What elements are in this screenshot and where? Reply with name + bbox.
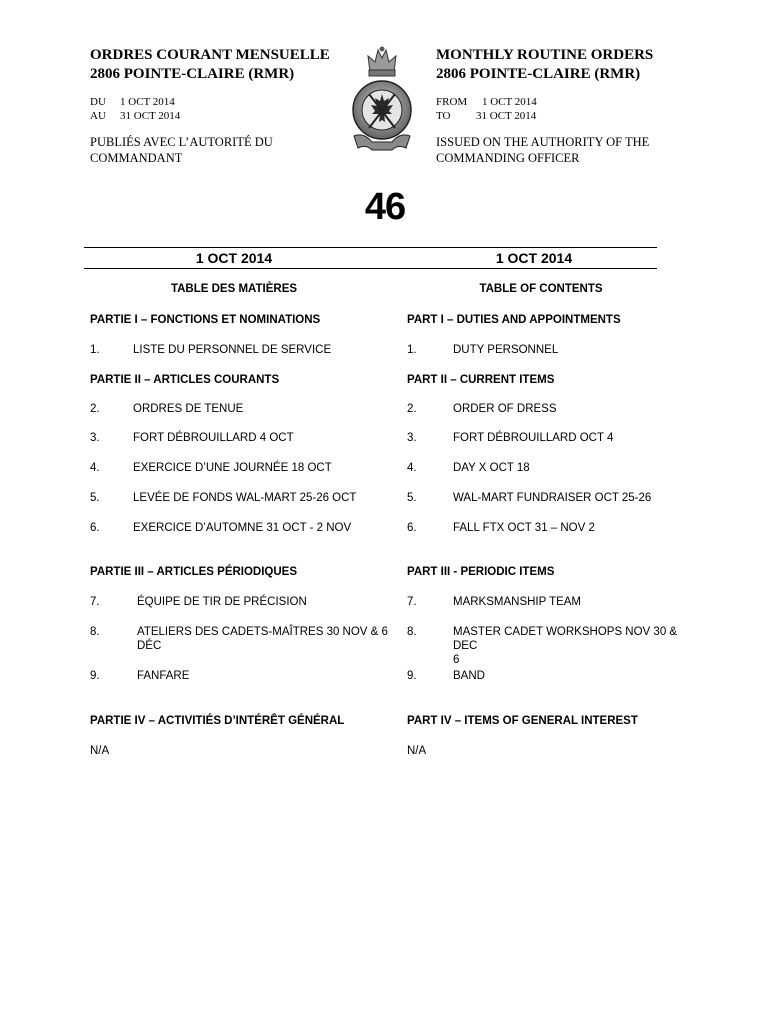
entry-number: 1. — [90, 344, 100, 356]
entry-number: 6. — [407, 522, 417, 534]
entry-text: EXERCICE D’UNE JOURNÉE 18 OCT — [133, 462, 332, 474]
entry-number: 4. — [407, 462, 417, 474]
title-line-2: 2806 POINTE-CLAIRE (RMR) — [436, 66, 641, 82]
section-title: PARTIE II – ARTICLES COURANTS — [90, 374, 280, 386]
section-title: PARTIE I – FONCTIONS ET NOMINATIONS — [90, 314, 321, 326]
entry-number: 8. — [90, 626, 100, 638]
top-divider — [84, 247, 657, 248]
bottom-divider — [84, 268, 657, 269]
authority-line-2: COMMANDING OFFICER — [436, 151, 580, 165]
entry-text: DAY X OCT 18 — [453, 462, 530, 474]
entry-text: MASTER CADET WORKSHOPS NOV 30 & — [453, 626, 678, 638]
entry-text: ORDRES DE TENUE — [133, 403, 244, 415]
entry-text: EXERCICE D’AUTOMNE 31 OCT - 2 NOV — [133, 522, 352, 534]
entry-text: FORT DÉBROUILLARD OCT 4 — [453, 432, 614, 444]
entry-number: 2. — [407, 403, 417, 415]
order-number: 46 — [364, 186, 406, 228]
title-line-1: ORDRES COURANT MENSUELLE — [90, 47, 330, 63]
entry-text: MARKSMANSHIP TEAM — [453, 596, 582, 608]
entry-number: 5. — [407, 492, 417, 504]
from-date: 1 OCT 2014 — [120, 96, 175, 108]
section-title: PART II – CURRENT ITEMS — [407, 374, 555, 386]
from-label: DU — [90, 96, 106, 108]
date-en: 1 OCT 2014 — [495, 250, 573, 266]
entry-number: 4. — [90, 462, 100, 474]
cadet-crest-icon — [344, 44, 420, 160]
from-date: 1 OCT 2014 — [482, 96, 537, 108]
section-title: PART III - PERIODIC ITEMS — [407, 566, 555, 578]
entry-number: 8. — [407, 626, 417, 638]
section-title: PART I – DUTIES AND APPOINTMENTS — [407, 314, 621, 326]
authority-fr — [90, 134, 273, 166]
period-fr — [90, 95, 180, 123]
entry-number: 7. — [90, 596, 100, 608]
period-en — [436, 95, 537, 123]
entry-number: 5. — [90, 492, 100, 504]
to-label: TO — [436, 110, 451, 122]
authority-en — [436, 134, 649, 166]
entry-text: N/A — [90, 745, 110, 757]
toc-title-en: TABLE OF CONTENTS — [479, 283, 603, 295]
from-label: FROM — [436, 96, 468, 108]
entry-number: 2. — [90, 403, 100, 415]
entry-text: BAND — [453, 670, 485, 682]
entry-text: LEVÉE DE FONDS WAL-MART 25-26 OCT — [133, 492, 357, 504]
entry-number: 9. — [407, 670, 417, 682]
entry-text-continued: DÉC — [137, 640, 162, 652]
date-fr: 1 OCT 2014 — [195, 250, 273, 266]
entry-text: FORT DÉBROUILLARD 4 OCT — [133, 432, 294, 444]
entry-text: FANFARE — [137, 670, 190, 682]
entry-text: LISTE DU PERSONNEL DE SERVICE — [133, 344, 332, 356]
title-line-2: 2806 POINTE-CLAIRE (RMR) — [90, 66, 295, 82]
entry-text: DUTY PERSONNEL — [453, 344, 559, 356]
entry-text: ATELIERS DES CADETS-MAÎTRES 30 NOV & 6 — [137, 626, 388, 638]
to-label: AU — [90, 110, 106, 122]
entry-number: 9. — [90, 670, 100, 682]
to-date: 31 OCT 2014 — [476, 110, 537, 122]
entry-number: 6. — [90, 522, 100, 534]
entry-text: FALL FTX OCT 31 – NOV 2 — [453, 522, 595, 534]
authority-line-2: COMMANDANT — [90, 151, 183, 165]
entry-number: 3. — [90, 432, 100, 444]
entry-number: 7. — [407, 596, 417, 608]
entry-text: ORDER OF DRESS — [453, 403, 557, 415]
toc-title-fr: TABLE DES MATIÈRES — [170, 283, 298, 295]
entry-text-continued: DEC 6 — [453, 640, 478, 666]
header-title-fr — [90, 46, 330, 84]
entry-number: 3. — [407, 432, 417, 444]
entry-text: WAL-MART FUNDRAISER OCT 25-26 — [453, 492, 652, 504]
section-title: PART IV – ITEMS OF GENERAL INTEREST — [407, 715, 638, 727]
header-title-en — [436, 46, 653, 84]
title-line-1: MONTHLY ROUTINE ORDERS — [436, 47, 654, 63]
entry-text: N/A — [407, 745, 427, 757]
to-date: 31 OCT 2014 — [120, 110, 181, 122]
section-title: PARTIE III – ARTICLES PÉRIODIQUES — [90, 566, 298, 578]
section-title: PARTIE IV – ACTIVITIÉS D’INTÉRÊT GÉNÉRAL — [90, 715, 345, 727]
entry-number: 1. — [407, 344, 417, 356]
authority-line-1: ISSUED ON THE AUTHORITY OF THE — [436, 135, 650, 149]
entry-text: ÉQUIPE DE TIR DE PRÉCISION — [137, 596, 307, 608]
authority-line-1: PUBLIÉS AVEC L’AUTORITÉ DU — [90, 135, 273, 149]
